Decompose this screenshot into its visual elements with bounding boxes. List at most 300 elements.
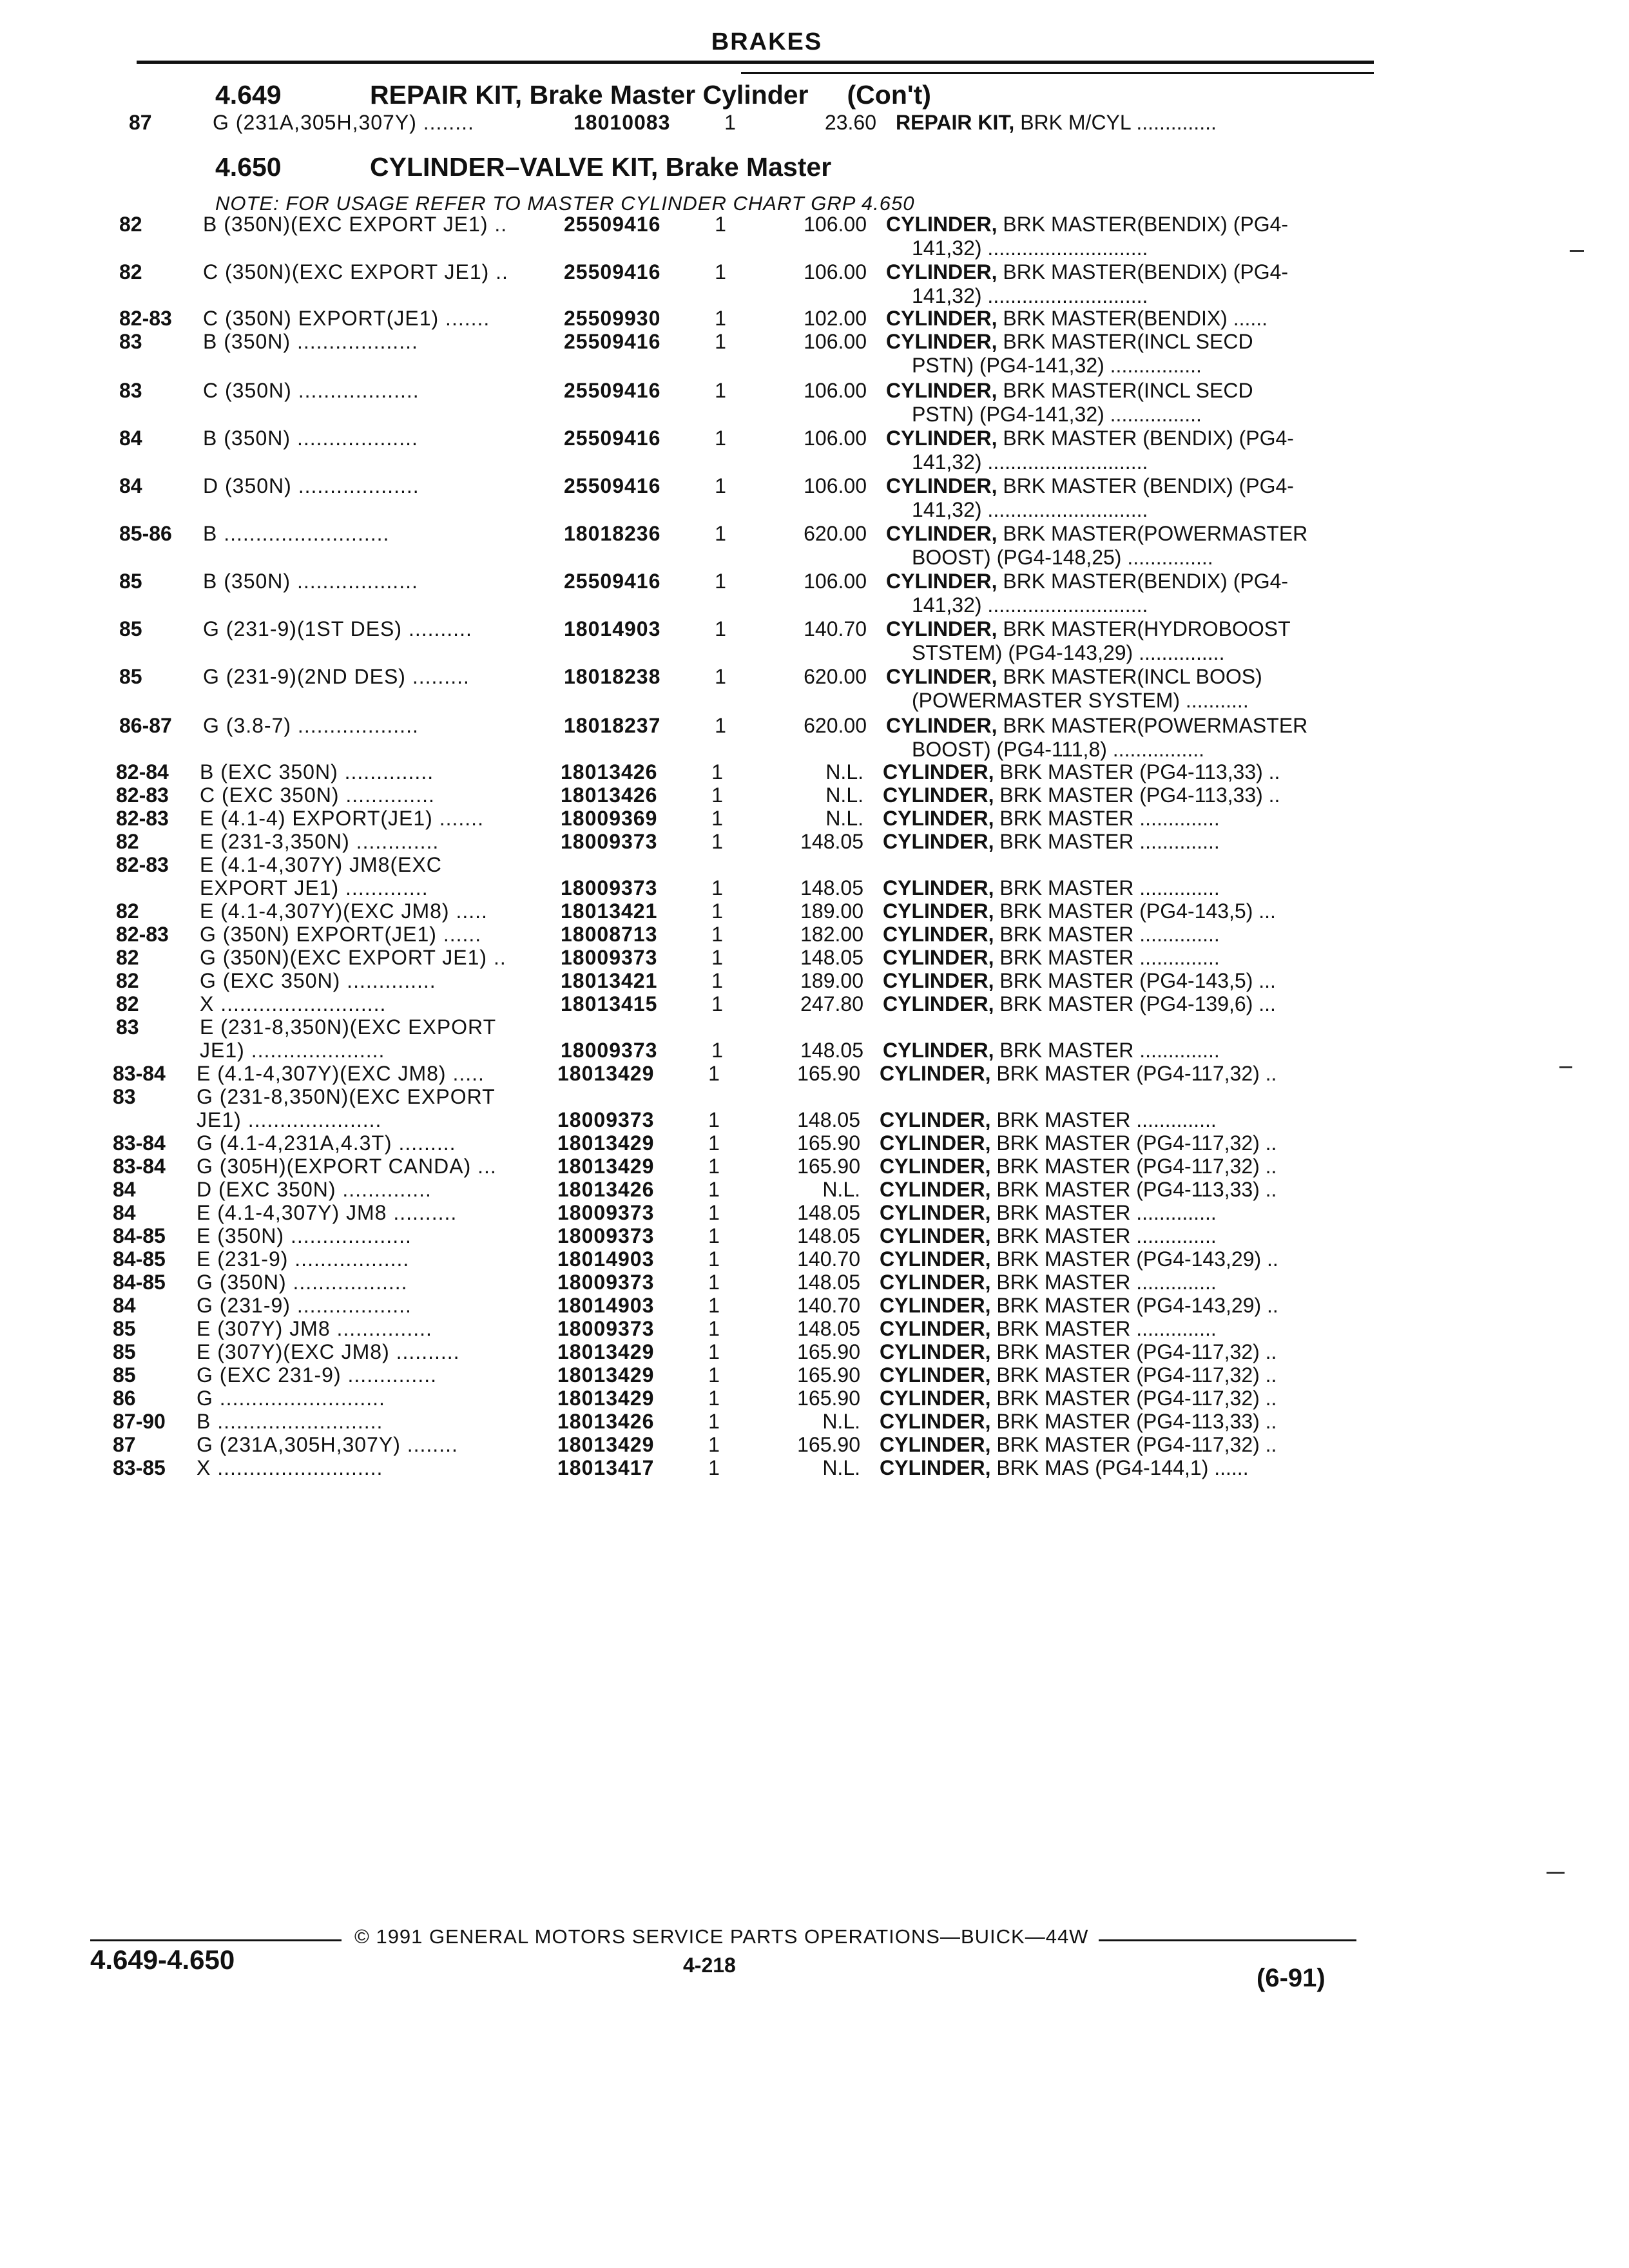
price: 140.70: [797, 1294, 860, 1317]
quantity: 1: [715, 617, 726, 640]
description: [880, 1155, 1369, 1178]
table-row: [113, 1410, 1402, 1436]
model-years: 82-83: [119, 307, 172, 330]
section-number: 4.650: [215, 152, 282, 182]
description: [886, 427, 1376, 450]
model-years: 83: [119, 330, 142, 353]
part-number: 18009373: [561, 830, 658, 853]
application: E (4.1-4,307Y)(EXC JM8) .....: [200, 899, 488, 923]
part-number: 18013429: [557, 1155, 655, 1178]
application: B ..........................: [203, 522, 390, 545]
model-years: 83-84: [113, 1155, 166, 1178]
description: [880, 1387, 1369, 1410]
application: E (307Y) JM8 ...............: [197, 1317, 432, 1340]
description-keyword: CYLINDER,: [883, 923, 994, 946]
description-keyword: CYLINDER,: [883, 899, 994, 923]
section-title: REPAIR KIT, Brake Master Cylinder: [370, 80, 809, 110]
description: [880, 1340, 1369, 1364]
quantity: 1: [708, 1433, 720, 1456]
price: 165.90: [797, 1363, 860, 1387]
description: [880, 1410, 1369, 1434]
part-number: 18009373: [557, 1271, 655, 1294]
table-row: [116, 899, 1405, 925]
description-text: BRK MASTER (PG4-113,33) ..: [990, 1178, 1277, 1201]
part-number: 18013426: [557, 1410, 655, 1433]
description-text: BRK MASTER (PG4-117,32) ..: [990, 1131, 1277, 1155]
part-number: 25509416: [564, 260, 661, 284]
table-row: [113, 1108, 1402, 1134]
description-keyword: CYLINDER,: [880, 1410, 991, 1433]
price: 165.90: [797, 1387, 860, 1410]
application: G (4.1-4,231A,4.3T) .........: [197, 1131, 456, 1155]
description-continuation: 141,32) ............................: [912, 284, 1148, 307]
quantity: 1: [711, 830, 723, 853]
section-heading-4649: [215, 80, 931, 110]
price: 106.00: [804, 330, 867, 353]
model-years: 84-85: [113, 1247, 166, 1271]
section-number: 4.649: [215, 80, 282, 110]
description-text: BRK MASTER(BENDIX) (PG4-: [997, 570, 1289, 593]
description-text: BRK MASTER (BENDIX) (PG4-: [997, 474, 1294, 497]
model-years: 83-84: [113, 1062, 166, 1085]
part-number: 18018237: [564, 714, 661, 737]
quantity: 1: [715, 379, 726, 402]
price: 140.70: [797, 1247, 860, 1271]
application: E (307Y)(EXC JM8) ..........: [197, 1340, 460, 1363]
description-text: BRK MASTER ..............: [994, 876, 1220, 899]
model-years: 82: [116, 899, 139, 923]
table-row: [113, 1155, 1402, 1180]
description-keyword: CYLINDER,: [883, 783, 994, 807]
description-text: BRK MASTER (PG4-117,32) ..: [990, 1387, 1277, 1410]
quantity: 1: [711, 1039, 723, 1062]
table-row: [116, 830, 1405, 856]
price: 148.05: [800, 830, 863, 853]
price: 620.00: [804, 714, 867, 737]
model-years: 83: [119, 379, 142, 402]
price: 182.00: [800, 923, 863, 946]
footer-rule-left: [90, 1939, 342, 1941]
description-text: BRK MASTER ..............: [990, 1108, 1217, 1131]
part-number: 18010083: [574, 111, 671, 134]
description: [883, 807, 1373, 831]
table-row: [116, 783, 1405, 809]
part-number: 18009373: [557, 1108, 655, 1131]
usage-note: NOTE: FOR USAGE REFER TO MASTER CYLINDER CHART GRP 4.650: [215, 192, 915, 215]
table-row: [119, 474, 1408, 521]
part-number: 18013426: [557, 1178, 655, 1201]
application: G (350N) EXPORT(JE1) ......: [200, 923, 482, 946]
price: 148.05: [797, 1108, 860, 1131]
application: G (231-9)(1ST DES) ..........: [203, 617, 472, 640]
price: N.L.: [822, 1456, 860, 1479]
description-continuation: 141,32) ............................: [912, 498, 1148, 521]
description-text: BRK MASTER (PG4-113,33) ..: [994, 760, 1280, 783]
description-text: BRK MASTER(INCL SECD: [997, 330, 1253, 353]
model-years: 82-83: [116, 923, 169, 946]
quantity: 1: [711, 899, 723, 923]
description-keyword: CYLINDER,: [883, 876, 994, 899]
application: G ..........................: [197, 1387, 385, 1410]
quantity: 1: [715, 474, 726, 497]
price: 148.05: [797, 1201, 860, 1224]
description-text: BRK MASTER (BENDIX) (PG4-: [997, 427, 1294, 450]
price: 189.00: [800, 899, 863, 923]
description-keyword: CYLINDER,: [886, 570, 998, 593]
description-text: BRK MASTER ..............: [990, 1224, 1217, 1247]
price: 620.00: [804, 522, 867, 545]
part-number: 18013426: [561, 760, 658, 783]
price: N.L.: [822, 1178, 860, 1201]
footer-date: (6-91): [1257, 1964, 1325, 1992]
description: [896, 111, 1385, 135]
description: [880, 1178, 1369, 1202]
description: [880, 1108, 1369, 1132]
table-row: [116, 1015, 1405, 1041]
price: 148.05: [800, 946, 863, 969]
application: C (EXC 350N) ..............: [200, 783, 435, 807]
part-number: 25509416: [564, 474, 661, 497]
description-text: BRK MAS (PG4-144,1) ......: [990, 1456, 1249, 1479]
table-row: [113, 1433, 1402, 1459]
footer-rule-right: [1099, 1939, 1356, 1941]
table-row: [113, 1363, 1402, 1389]
price: 165.90: [797, 1340, 860, 1363]
description-text: BRK MASTER(INCL SECD: [997, 379, 1253, 402]
description-keyword: CYLINDER,: [886, 714, 998, 737]
footer-group-code: 4.649-4.650: [90, 1945, 235, 1975]
model-years: 82-83: [116, 853, 169, 876]
price: N.L.: [825, 807, 863, 830]
application: G (350N) ..................: [197, 1271, 408, 1294]
section-continued: (Con't): [847, 80, 931, 110]
table-row: [113, 1456, 1402, 1482]
description-keyword: CYLINDER,: [883, 830, 994, 853]
part-number: 18014903: [557, 1294, 655, 1317]
table-row: [113, 1340, 1402, 1366]
application: G (3.8-7) ...................: [203, 714, 419, 737]
description-continuation: STSTEM) (PG4-143,29) ...............: [912, 641, 1225, 664]
application: B (EXC 350N) ..............: [200, 760, 434, 783]
description-keyword: CYLINDER,: [880, 1317, 991, 1340]
description-keyword: CYLINDER,: [880, 1224, 991, 1247]
description-text: BRK MASTER ..............: [994, 946, 1220, 969]
description-continuation: PSTN) (PG4-141,32) ................: [912, 354, 1202, 377]
description-continuation: BOOST) (PG4-111,8) ................: [912, 738, 1205, 761]
header-rule: [137, 61, 1374, 64]
application: G (350N)(EXC EXPORT JE1) ..: [200, 946, 506, 969]
description: [880, 1062, 1369, 1086]
description: [883, 992, 1373, 1016]
table-row: [129, 111, 1418, 137]
header-rule-secondary: [741, 72, 1374, 74]
margin-mark: [1570, 250, 1584, 252]
model-years: 85-86: [119, 522, 172, 545]
model-years: 82: [116, 992, 139, 1015]
table-row: [119, 213, 1408, 260]
price: 102.00: [804, 307, 867, 330]
description-continuation: 141,32) ............................: [912, 236, 1148, 260]
table-row: [116, 969, 1405, 995]
model-years: 84-85: [113, 1271, 166, 1294]
part-number: 18008713: [561, 923, 658, 946]
quantity: 1: [715, 307, 726, 330]
model-years: 84: [119, 474, 142, 497]
application: C (350N) EXPORT(JE1) .......: [203, 307, 490, 330]
application: D (EXC 350N) ..............: [197, 1178, 432, 1201]
price: 148.05: [797, 1224, 860, 1247]
description-text: BRK M/CYL ..............: [1014, 111, 1217, 134]
price: 106.00: [804, 379, 867, 402]
price: 23.60: [824, 111, 876, 134]
model-years: 85: [113, 1363, 136, 1387]
description-keyword: CYLINDER,: [883, 969, 994, 992]
description-keyword: CYLINDER,: [880, 1155, 991, 1178]
description-keyword: CYLINDER,: [886, 260, 998, 284]
quantity: 1: [708, 1224, 720, 1247]
quantity: 1: [711, 923, 723, 946]
part-number: 25509416: [564, 213, 661, 236]
description: [883, 830, 1373, 854]
application: E (4.1-4,307Y)(EXC JM8) .....: [197, 1062, 485, 1085]
description-text: BRK MASTER (PG4-143,5) ...: [994, 899, 1276, 923]
description-keyword: CYLINDER,: [880, 1178, 991, 1201]
quantity: 1: [711, 807, 723, 830]
model-years: 86: [113, 1387, 136, 1410]
table-row: [116, 946, 1405, 972]
description-text: BRK MASTER ..............: [994, 923, 1220, 946]
price: 106.00: [804, 260, 867, 284]
model-years: 86-87: [119, 714, 172, 737]
table-row: [116, 992, 1405, 1018]
description: [886, 522, 1376, 546]
section-heading-4650: [215, 152, 831, 182]
description-keyword: CYLINDER,: [886, 665, 998, 688]
part-number: 18009373: [557, 1201, 655, 1224]
model-years: 82: [116, 946, 139, 969]
application: E (231-8,350N)(EXC EXPORT: [200, 1015, 497, 1039]
application: E (350N) ...................: [197, 1224, 412, 1247]
description-text: BRK MASTER(BENDIX) ......: [997, 307, 1268, 330]
model-years: 87-90: [113, 1410, 166, 1433]
price: 189.00: [800, 969, 863, 992]
description: [886, 330, 1376, 354]
table-row: [119, 330, 1408, 377]
model-years: 82-83: [116, 783, 169, 807]
application: E (4.1-4) EXPORT(JE1) .......: [200, 807, 484, 830]
price: 106.00: [804, 213, 867, 236]
application: EXPORT JE1) .............: [200, 876, 429, 899]
part-number: 18013429: [557, 1062, 655, 1085]
description-keyword: CYLINDER,: [880, 1271, 991, 1294]
section-title: CYLINDER–VALVE KIT, Brake Master: [370, 152, 832, 182]
model-years: 85: [119, 617, 142, 640]
application: JE1) .....................: [197, 1108, 382, 1131]
description-keyword: CYLINDER,: [880, 1108, 991, 1131]
part-number: 18013429: [557, 1363, 655, 1387]
part-number: 18009369: [561, 807, 658, 830]
description: [880, 1294, 1369, 1318]
price: 165.90: [797, 1155, 860, 1178]
application: B (350N) ...................: [203, 330, 418, 353]
description-keyword: CYLINDER,: [880, 1340, 991, 1363]
description-text: BRK MASTER (PG4-143,5) ...: [994, 969, 1276, 992]
description: [880, 1247, 1369, 1271]
part-number: 18009373: [557, 1224, 655, 1247]
application: G (231-8,350N)(EXC EXPORT: [197, 1085, 496, 1108]
description-keyword: CYLINDER,: [880, 1247, 991, 1271]
quantity: 1: [708, 1363, 720, 1387]
description-text: BRK MASTER(INCL BOOS): [997, 665, 1262, 688]
quantity: 1: [708, 1062, 720, 1085]
model-years: 82-83: [116, 807, 169, 830]
description-keyword: CYLINDER,: [880, 1433, 991, 1456]
page-header-title: BRAKES: [711, 28, 823, 55]
table-row: [113, 1131, 1402, 1157]
price: 148.05: [800, 1039, 863, 1062]
table-row: [116, 1039, 1405, 1064]
table-row: [119, 522, 1408, 569]
description-keyword: CYLINDER,: [886, 213, 998, 236]
part-number: 18013429: [557, 1387, 655, 1410]
model-years: 82-84: [116, 760, 169, 783]
description-keyword: CYLINDER,: [883, 992, 994, 1015]
quantity: 1: [711, 876, 723, 899]
description-keyword: CYLINDER,: [886, 379, 998, 402]
model-years: 84: [113, 1294, 136, 1317]
table-row: [116, 876, 1405, 902]
part-number: 25509930: [564, 307, 661, 330]
price: 247.80: [800, 992, 863, 1015]
price: N.L.: [825, 783, 863, 807]
description-text: BRK MASTER ..............: [990, 1317, 1217, 1340]
table-row: [119, 260, 1408, 307]
table-row: [119, 714, 1408, 761]
quantity: 1: [715, 522, 726, 545]
description-keyword: CYLINDER,: [883, 807, 994, 830]
description-keyword: CYLINDER,: [880, 1294, 991, 1317]
margin-mark: [1559, 1066, 1572, 1068]
description: [886, 379, 1376, 403]
description: [883, 923, 1373, 947]
application: E (231-9) ..................: [197, 1247, 410, 1271]
quantity: 1: [715, 213, 726, 236]
price: 620.00: [804, 665, 867, 688]
quantity: 1: [715, 570, 726, 593]
quantity: 1: [708, 1155, 720, 1178]
model-years: 85: [119, 570, 142, 593]
description: [886, 474, 1376, 498]
part-number: 18018238: [564, 665, 661, 688]
model-years: 83-85: [113, 1456, 166, 1479]
table-row: [116, 853, 1405, 879]
table-row: [113, 1271, 1402, 1296]
description-keyword: CYLINDER,: [880, 1456, 991, 1479]
application: G (231A,305H,307Y) ........: [213, 111, 474, 134]
description-text: BRK MASTER ..............: [990, 1271, 1217, 1294]
description: [886, 570, 1376, 593]
description: [883, 946, 1373, 970]
description: [886, 665, 1376, 689]
part-number: 18018236: [564, 522, 661, 545]
description-text: BRK MASTER ..............: [994, 807, 1220, 830]
description-keyword: CYLINDER,: [886, 522, 998, 545]
quantity: 1: [708, 1294, 720, 1317]
quantity: 1: [724, 111, 736, 134]
description: [880, 1317, 1369, 1341]
description: [883, 899, 1373, 923]
description: [883, 969, 1373, 993]
description-text: BRK MASTER (PG4-117,32) ..: [990, 1433, 1277, 1456]
application: X ..........................: [197, 1456, 383, 1479]
model-years: 87: [113, 1433, 136, 1456]
part-number: 18013421: [561, 969, 658, 992]
description: [886, 617, 1376, 641]
model-years: 85: [113, 1340, 136, 1363]
application: C (350N) ...................: [203, 379, 419, 402]
model-years: 82: [116, 969, 139, 992]
description-keyword: CYLINDER,: [883, 1039, 994, 1062]
description-text: BRK MASTER (PG4-117,32) ..: [990, 1340, 1277, 1363]
quantity: 1: [715, 427, 726, 450]
part-number: 25509416: [564, 330, 661, 353]
description: [883, 783, 1373, 807]
description-keyword: CYLINDER,: [880, 1131, 991, 1155]
description: [880, 1224, 1369, 1248]
table-row: [119, 570, 1408, 617]
model-years: 82: [116, 830, 139, 853]
application: E (4.1-4,307Y) JM8(EXC: [200, 853, 442, 876]
quantity: 1: [708, 1340, 720, 1363]
part-number: 18014903: [557, 1247, 655, 1271]
description: [883, 760, 1373, 784]
description-keyword: CYLINDER,: [886, 330, 998, 353]
description-continuation: 141,32) ............................: [912, 593, 1148, 617]
part-number: 18013429: [557, 1131, 655, 1155]
price: 148.05: [797, 1317, 860, 1340]
part-number: 25509416: [564, 379, 661, 402]
part-number: 18013421: [561, 899, 658, 923]
table-row: [119, 665, 1408, 712]
description-text: BRK MASTER(HYDROBOOST: [997, 617, 1291, 640]
model-years: 83-84: [113, 1131, 166, 1155]
quantity: 1: [715, 330, 726, 353]
model-years: 83: [116, 1015, 139, 1039]
part-number: 25509416: [564, 427, 661, 450]
description-keyword: CYLINDER,: [886, 474, 998, 497]
model-years: 82: [119, 260, 142, 284]
description-keyword: CYLINDER,: [880, 1201, 991, 1224]
description-keyword: CYLINDER,: [886, 427, 998, 450]
description: [880, 1271, 1369, 1294]
application: E (4.1-4,307Y) JM8 ..........: [197, 1201, 458, 1224]
description-continuation: 141,32) ............................: [912, 450, 1148, 474]
table-row: [113, 1247, 1402, 1273]
table-row: [113, 1317, 1402, 1343]
application: C (350N)(EXC EXPORT JE1) ..: [203, 260, 508, 284]
quantity: 1: [708, 1178, 720, 1201]
description-text: BRK MASTER (PG4-117,32) ..: [990, 1062, 1277, 1085]
part-number: 18013426: [561, 783, 658, 807]
description-text: BRK MASTER (PG4-139,6) ...: [994, 992, 1276, 1015]
description-text: BRK MASTER (PG4-117,32) ..: [990, 1363, 1277, 1387]
price: 106.00: [804, 474, 867, 497]
application: G (305H)(EXPORT CANDA) ...: [197, 1155, 497, 1178]
description: [880, 1363, 1369, 1387]
description: [883, 876, 1373, 900]
quantity: 1: [708, 1247, 720, 1271]
quantity: 1: [711, 969, 723, 992]
